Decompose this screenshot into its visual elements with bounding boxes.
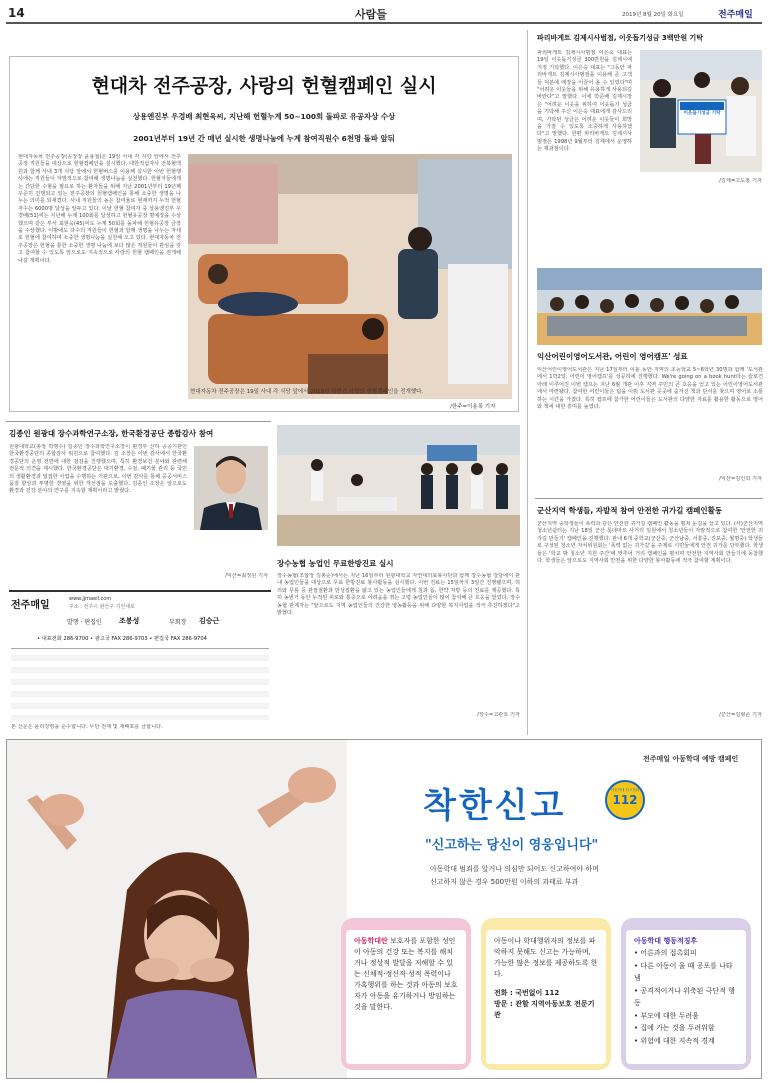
ad-box3-head: 아동학대 행동적징후 — [634, 937, 698, 945]
jangsu-photo — [277, 425, 520, 546]
iksan-photo — [537, 268, 762, 345]
kim-credit: /익산=최정원 기자 — [225, 573, 268, 579]
paris-body: 파리바게트 김제시사범점 이은숙 대표는 19일 이웃돕기성금 300만원을 김제시에 지정 기탁했다. 이은숙 대표는 "그동안 파리바게트 김제시사범점을 이용해 준 고객들 덕분에 매장을 이끌어 올 수 있었다"며 "어려운 이웃들을 위해 유용하게 사용되길 바란다"고 말했다. 이에 박준배 김제시장은 "어려운 이웃을 위하여 이웃돕기 성금을 기탁해 주신 이은숙 대표에게 감사드리며, 기탁된 성금은 어려운 이웃들이 희망을 가질 수 있도록 소중하게 사용하겠다"고 말했다. 한편 파리바게트 김제시사범점은 1998년 9월부터 김제에서 운영하는 제과점이다. — [537, 50, 632, 153]
kim-title: 김종인 원광대 장수과학연구소장, 한국환경공단 종합감사 참여 — [9, 429, 214, 438]
paper-name: 전주매일 — [718, 10, 753, 20]
page-number: 14 — [8, 6, 25, 20]
masthead-phones: • 대표전화 286-9700 • 광고국 FAX 286-9703 • 편집국 FAX 286-9704 — [37, 636, 207, 642]
lead-subtitle-1: 상용엔진부 우경배 최현욱씨, 지난해 헌혈누계 50~100회 돌파로 유공자상 수상 — [132, 112, 396, 121]
ad-slogan: "신고하는 당신이 영웅입니다" — [425, 838, 599, 853]
ad-box3-item: • 위험에 대한 지속적 경계 — [634, 1036, 715, 1045]
masthead-directory — [11, 648, 269, 720]
kim-body: 원광대학교(총장 박맹수) 김종인 장수과학연구소장이 환경부 산하 공공기관인 한국환경공단의 종합감사 위원으로 참여했다. 김 소장은 이번 감사에서 한국환경공단의 운영 전반에 대한 점검을 진행했으며, 특히 환경보건 분야와 관련해 전문적 의견을 제시했다. 한국환경공단은 대기환경, 수질, 폐기물 관리 등 국민의 생활환경과 밀접한 사업을 수행하는 기관으로, 이번 감사를 통해 공공서비스 품질 향상과 투명한 경영을 위한 개선점을 도출했다. 김종인 소장은 앞으로도 환경과 건강 분야의 연구를 지속할 계획이라고 밝혔다. — [9, 444, 187, 495]
ad-badge-number: 112 — [612, 793, 638, 807]
ad-box2-phone: 전화 : 국번없이 112 — [494, 989, 560, 997]
ad-box1-body: 보호자를 포함한 성인이 아동의 건강 또는 복지를 해치거나 정상적 발달을 저해할 수 있는 신체적·정신적·성적 폭력이나 가혹행위를 하는 것과 아동의 보호자가 아동을 유기하거나 방임하는 것을 말한다. — [354, 937, 458, 1011]
lead-caption: 현대자동차 전주공장은 19일 사내 각 식당 앞에서 2019년 하반기 사랑의 헌혈캠페인을 전개했다. — [190, 389, 424, 395]
paris-photo — [640, 50, 762, 172]
masthead-logo: 전주매일 — [11, 600, 50, 611]
ad-badge-caption: 아동학대 신고전화 — [610, 788, 640, 792]
lead-credit: /한주=이용록 기자 — [450, 404, 496, 410]
ad-box-report — [481, 918, 611, 1070]
masthead-editor-label: 부회장 — [169, 619, 187, 626]
paris-sign: 이웃돕기성금 기탁 — [683, 111, 721, 116]
jangsu-body: 장수농협(조합장 김봉준)에서는 지난 16일부터 원광대학교 자연대의료봉사단과 함께 장수농협 강당에서 관내 농업인들을 대상으로 무료 한방진료 봉사활동을 실시했다. 이번 진료는 15일까지 3일간 진행됐으며, 허리와 무릎 등 관절질환과 만성질환을 앓고 있는 농업인들에게 침과 뜸, 한약 처방 등의 진료를 제공했다. 특히 농번기 동안 누적된 피로와 통증으로 어려움을 겪는 고령 농업인들이 많이 참여해 큰 호응을 얻었다. 장수농협 관계자는 "앞으로도 지역 농업인들의 건강한 영농활동을 위해 다양한 복지사업을 적극 추진하겠다"고 밝혔다. — [277, 573, 520, 617]
ad-box-definition-inner — [346, 930, 466, 1064]
ad-desc-1: 아동학대 범죄를 알거나 의심만 되어도 신고하여야 하며 — [430, 865, 599, 873]
jangsu-title: 장수농협 농업인 무료한방진료 실시 — [277, 559, 394, 568]
ad-organizer: 전주매일 아동학대 예방 캠페인 — [643, 755, 739, 763]
ad-box3-item: • 집에 가는 것을 두려워함 — [634, 1024, 715, 1032]
ad-box3-item: • 어른과의 접촉회피 — [634, 949, 697, 957]
section-name: 사람들 — [355, 8, 387, 21]
ad-box3-item: • 다른 아동이 울 때 공포를 나타냄 — [634, 961, 733, 982]
masthead-editor-name: 김승근 — [199, 617, 220, 625]
ad-box-report-inner — [486, 930, 606, 1064]
ad-box-definition — [341, 918, 471, 1070]
ad-box3-item: • 공격적이거나 위축된 극단적 행동 — [634, 986, 735, 1007]
ad-title: 착한신고 — [423, 786, 567, 826]
ad-panel — [6, 739, 762, 1079]
iksan-credit: /익산=김인희 기자 — [719, 476, 762, 482]
masthead-publisher-name: 조봉성 — [119, 617, 140, 625]
lead-article — [9, 56, 519, 412]
masthead-url[interactable]: www.jjmaeil.com — [69, 596, 112, 602]
jangsu-credit: /장수=고관호 기자 — [477, 712, 520, 718]
ad-112-badge — [605, 780, 645, 820]
ad-box2-visit: 방문 : 관할 지역아동보호 전문기관 — [494, 1000, 595, 1019]
gunsan-title: 군산지역 학생들, 자발적 참여 안전한 귀가길 캠페인활동 — [537, 506, 723, 515]
lead-body: 현대자동차 전주공장(공장장 윤용철)은 19일 사내 각 식당 앞에서 전주공장 직원들을 대상으로 헌혈캠페인을 실시했다. 대한적십자사 전북혈액원과 함께 사내 3개 식당 앞에서 헌혈버스를 이용해 실시한 이번 헌혈행사에는 직원들이 자발적으로 참여해 생명나눔을 실천했다. 헌혈자들에게는 간단한 수혈을 필요로 하는 환자들을 위해 지난 2001년부터 19년째 꾸준히 진행되고 있는 전주공장의 헌혈캠페인을 통해 소중한 생명을 나누는 의미를 되새겼다. 사내 직원들의 높은 참여율로 현재까지 누적 헌혈자수는 6000명 달성을 앞두고 있다. 이날 헌혈 참여자 중 상용엔진부 우경배(51)씨는 지난해 누계 100회를 달성하고 헌혈유공장 명예장을 수상했으며 같은 부서 최현욱(45)씨도 누계 50회를 돌파해 헌혈유공장 금장을 수상했다. 이밖에도 다수의 직원들이 헌혈과 함께 생명을 나누는 자세로 헌혈에 참여하며 소중한 생명나눔을 실천해 오고 있다. 현대자동차 전주공장은 헌혈을 통한 소중한 생명 나눔에 보다 많은 직원들이 관심을 갖고 참여할 수 있도록 앞으로도 지속적으로 사랑의 헌혈 캠페인을 전개해 나갈 계획이다. — [18, 154, 181, 264]
ad-desc-2: 신고하지 않은 경우 500만원 이하의 과태료 부과 — [430, 878, 579, 886]
issue-date: 2019년 8월 20일 화요일 — [622, 12, 684, 18]
lead-subtitle-2: 2001년부터 19년 간 매년 실시한 생명나눔에 누계 참여직원수 6천명 돌파 앞둬 — [133, 134, 395, 143]
lead-title: 현대차 전주공장, 사랑의 헌혈캠페인 실시 — [91, 75, 437, 97]
header-rule — [6, 22, 762, 24]
blood-donation-photo — [188, 154, 512, 399]
masthead-publisher-label: 발행 · 편집인 — [67, 619, 102, 626]
gunsan-body: 군산지역 중학생들이 폭력과 같은 안전한 귀가길 캠페인 활동을 펼쳐 눈길을 끌고 있다. (사)군산지역청소년쉼터는 지난 18일 군산 롯데마트 사거리 일원에서 청소년들이 자발적으로 참여한 '안전한 귀가길 만들기' 캠페인을 진행했다. 관내 6개 중학교(군산중, 군산남중, 서흥중, 진포중, 월명중) 학생들로 구성된 청소년 자치위원회는 '폭력 없는 귀가길'을 주제로 시민들에게 안전 귀가를 당부했다. 학생들은 '학교 밖 청소년 지원 주간'에 맞추어 거리 캠페인을 펼치며 안전한 지역사회 만들기에 동참했다. 학생들은 앞으로도 지역사회 안전을 위한 다양한 봉사활동에 적극 참여할 계획이다. — [537, 521, 763, 565]
iksan-body: 익산어린이영어도서관은 지난 17일부터 이틀 동안 지역의 초등학교 5~6학년 30명과 함께 '도서관에서 1박2일, 어린이 영어캠프'를 성공리에 진행했다. We're going on a book hunt라는 슬로건 아래 이루어진 이번 캠프는 지난 6월 개관 이후 지역 주민의 큰 호응을 얻고 있는 어린이영어도서관에서 마련됐다. 참여한 어린이들은 팀을 이뤄 도서관 곳곳에 숨겨진 책과 단서를 찾으며 영어로 소통하는 시간을 가졌다. 특히 캠프에 참가한 어린이들은 도서관의 다양한 자료를 활용한 활동으로 영어와 책에 대한 흥미를 높였다. — [537, 367, 763, 411]
ad-box-signs — [621, 918, 751, 1070]
column-divider — [527, 30, 528, 735]
ad-box1-head: 아동학대란 — [354, 937, 388, 945]
masthead — [9, 590, 271, 733]
gunsan-rule — [535, 498, 763, 499]
paris-credit: /김제=고도홍 기자 — [719, 178, 762, 184]
kim-rule — [6, 421, 271, 422]
ad-box2-body: 아동이나 학대행위자의 정보를 파악하지 못해도 신고는 가능하며, 가능한 많은 정보를 제공하도록 한다. — [494, 937, 598, 978]
iksan-title: 익산어린이영어도서관, 어린이 영어캠프' 성료 — [537, 352, 688, 361]
gunsan-credit: /군산=김형준 기자 — [719, 712, 762, 718]
masthead-footer: 본 신문은 윤리강령을 준수합니다. 무단 전재 및 재배포를 금합니다. — [11, 724, 163, 730]
kim-portrait — [194, 446, 268, 530]
ad-girl-illustration — [7, 740, 347, 1079]
ad-box3-list — [634, 947, 738, 1047]
masthead-address: 주소 : 전주시 완산구 기린대로 — [69, 604, 136, 610]
ad-box3-item: • 부모에 대한 두려움 — [634, 1011, 699, 1020]
ad-box-signs-inner — [626, 930, 746, 1064]
paris-title: 파리바게트 김제시사범점, 이웃돕기성금 3백만원 기탁 — [537, 34, 704, 42]
